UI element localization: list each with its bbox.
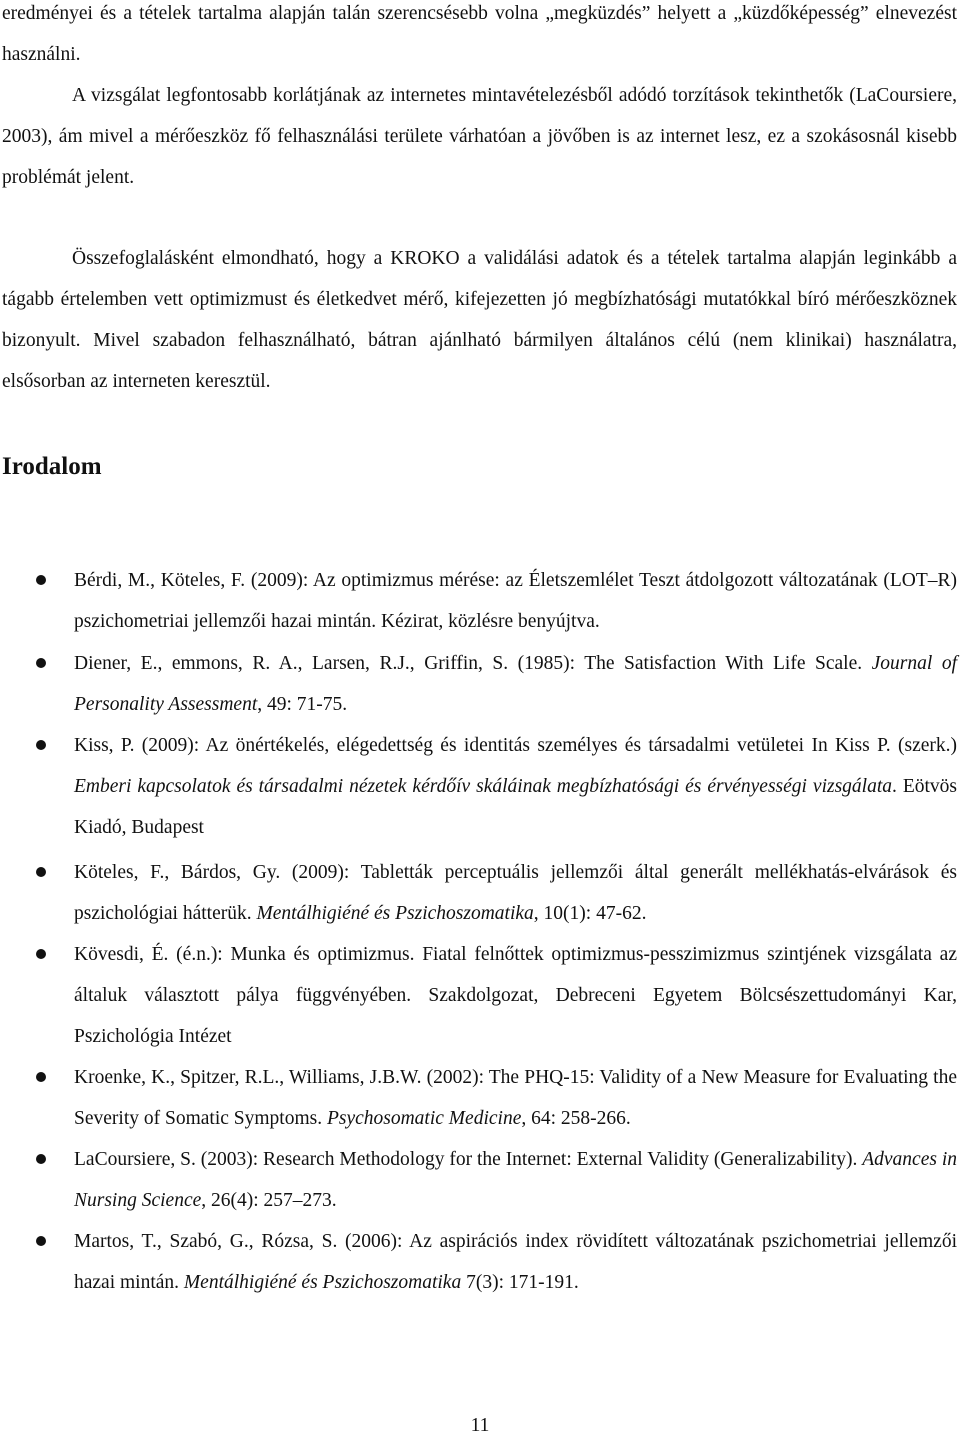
references-heading: Irodalom — [2, 453, 102, 480]
body-paragraph-1 — [2, 0, 957, 198]
body-paragraph-summary — [2, 238, 957, 402]
reference-item: Martos, T., Szabó, G., Rózsa, S. (2006): Az aspirációs index rövidített változatának pszichometriai jellemzői hazai mintán. Mentálhigiéné és Pszichoszomatika 7(3): 171-191. — [0, 1221, 957, 1303]
bullet-icon — [36, 575, 46, 585]
paragraph-text: A vizsgálat legfontosabb korlátjának az internetes mintavételezésből adódó torzítások tekinthetők (LaCoursiere, 2003), ám mivel a mérőeszköz fő felhasználási területe várhatóan a jövőben is az internet lesz, ez a szokásosnál kisebb problémát jelent. — [2, 85, 957, 188]
bullet-icon — [36, 949, 46, 959]
paragraph-text: Összefoglalásként elmondható, hogy a KROKO a validálási adatok és a tételek tartalma alapján leginkább a tágabb értelemben vett optimizmust és életkedvet mérő, kifejezetten jó megbízhatósági mutatókkal bíró mérőeszköznek bizonyult. Mivel szabadon felhasználható, bátran ajánlható bármilyen általános célú (nem klinikai) használatra, elsősorban az interneten keresztül. — [2, 248, 957, 392]
reference-item: Kiss, P. (2009): Az önértékelés, elégedettség és identitás személyes és társadalmi vetületei In Kiss P. (szerk.) Emberi kapcsolatok és társadalmi nézetek kérdőív skáláinak megbízhatósági és érvényességi vizsgálata. Eötvös Kiadó, Budapest — [0, 725, 957, 848]
reference-item: Kroenke, K., Spitzer, R.L., Williams, J.B.W. (2002): The PHQ-15: Validity of a New Measure for Evaluating the Severity of Somatic Symptoms. Psychosomatic Medicine, 64: 258-266. — [0, 1057, 957, 1139]
reference-item: LaCoursiere, S. (2003): Research Methodology for the Internet: External Validity (Generalizability). Advances in Nursing Science, 26(4): 257–273. — [0, 1139, 957, 1221]
bullet-icon — [36, 1154, 46, 1164]
bullet-icon — [36, 740, 46, 750]
references-list — [0, 560, 960, 1303]
bullet-icon — [36, 658, 46, 668]
paragraph-text: eredményei és a tételek tartalma alapján talán szerencsésebb volna „megküzdés” helyett a „küzdőképesség” elnevezést használni. — [2, 3, 957, 65]
reference-item: Diener, E., emmons, R. A., Larsen, R.J., Griffin, S. (1985): The Satisfaction With Life Scale. Journal of Personality Assessment, 49: 71-75. — [0, 643, 957, 725]
bullet-icon — [36, 867, 46, 877]
bullet-icon — [36, 1072, 46, 1082]
bullet-icon — [36, 1236, 46, 1246]
page-number: 11 — [470, 1415, 490, 1436]
reference-item: Bérdi, M., Köteles, F. (2009): Az optimizmus mérése: az Életszemlélet Teszt átdolgozott változatának (LOT–R) pszichometriai jellemzői hazai mintán. Kézirat, közlésre benyújtva. — [0, 560, 957, 642]
reference-item: Köteles, F., Bárdos, Gy. (2009): Tabletták perceptuális jellemzői által generált mellékhatás-elvárások és pszichológiai hátterük. Mentálhigiéné és Pszichoszomatika, 10(1): 47-62. — [0, 852, 957, 934]
reference-item: Kövesdi, É. (é.n.): Munka és optimizmus. Fiatal felnőttek optimizmus-pesszimizmus szintjének vizsgálata az általuk választott pálya függvényében. Szakdolgozat, Debreceni Egyetem Bölcsészettudományi Kar, Pszichológia Intézet — [0, 934, 957, 1057]
